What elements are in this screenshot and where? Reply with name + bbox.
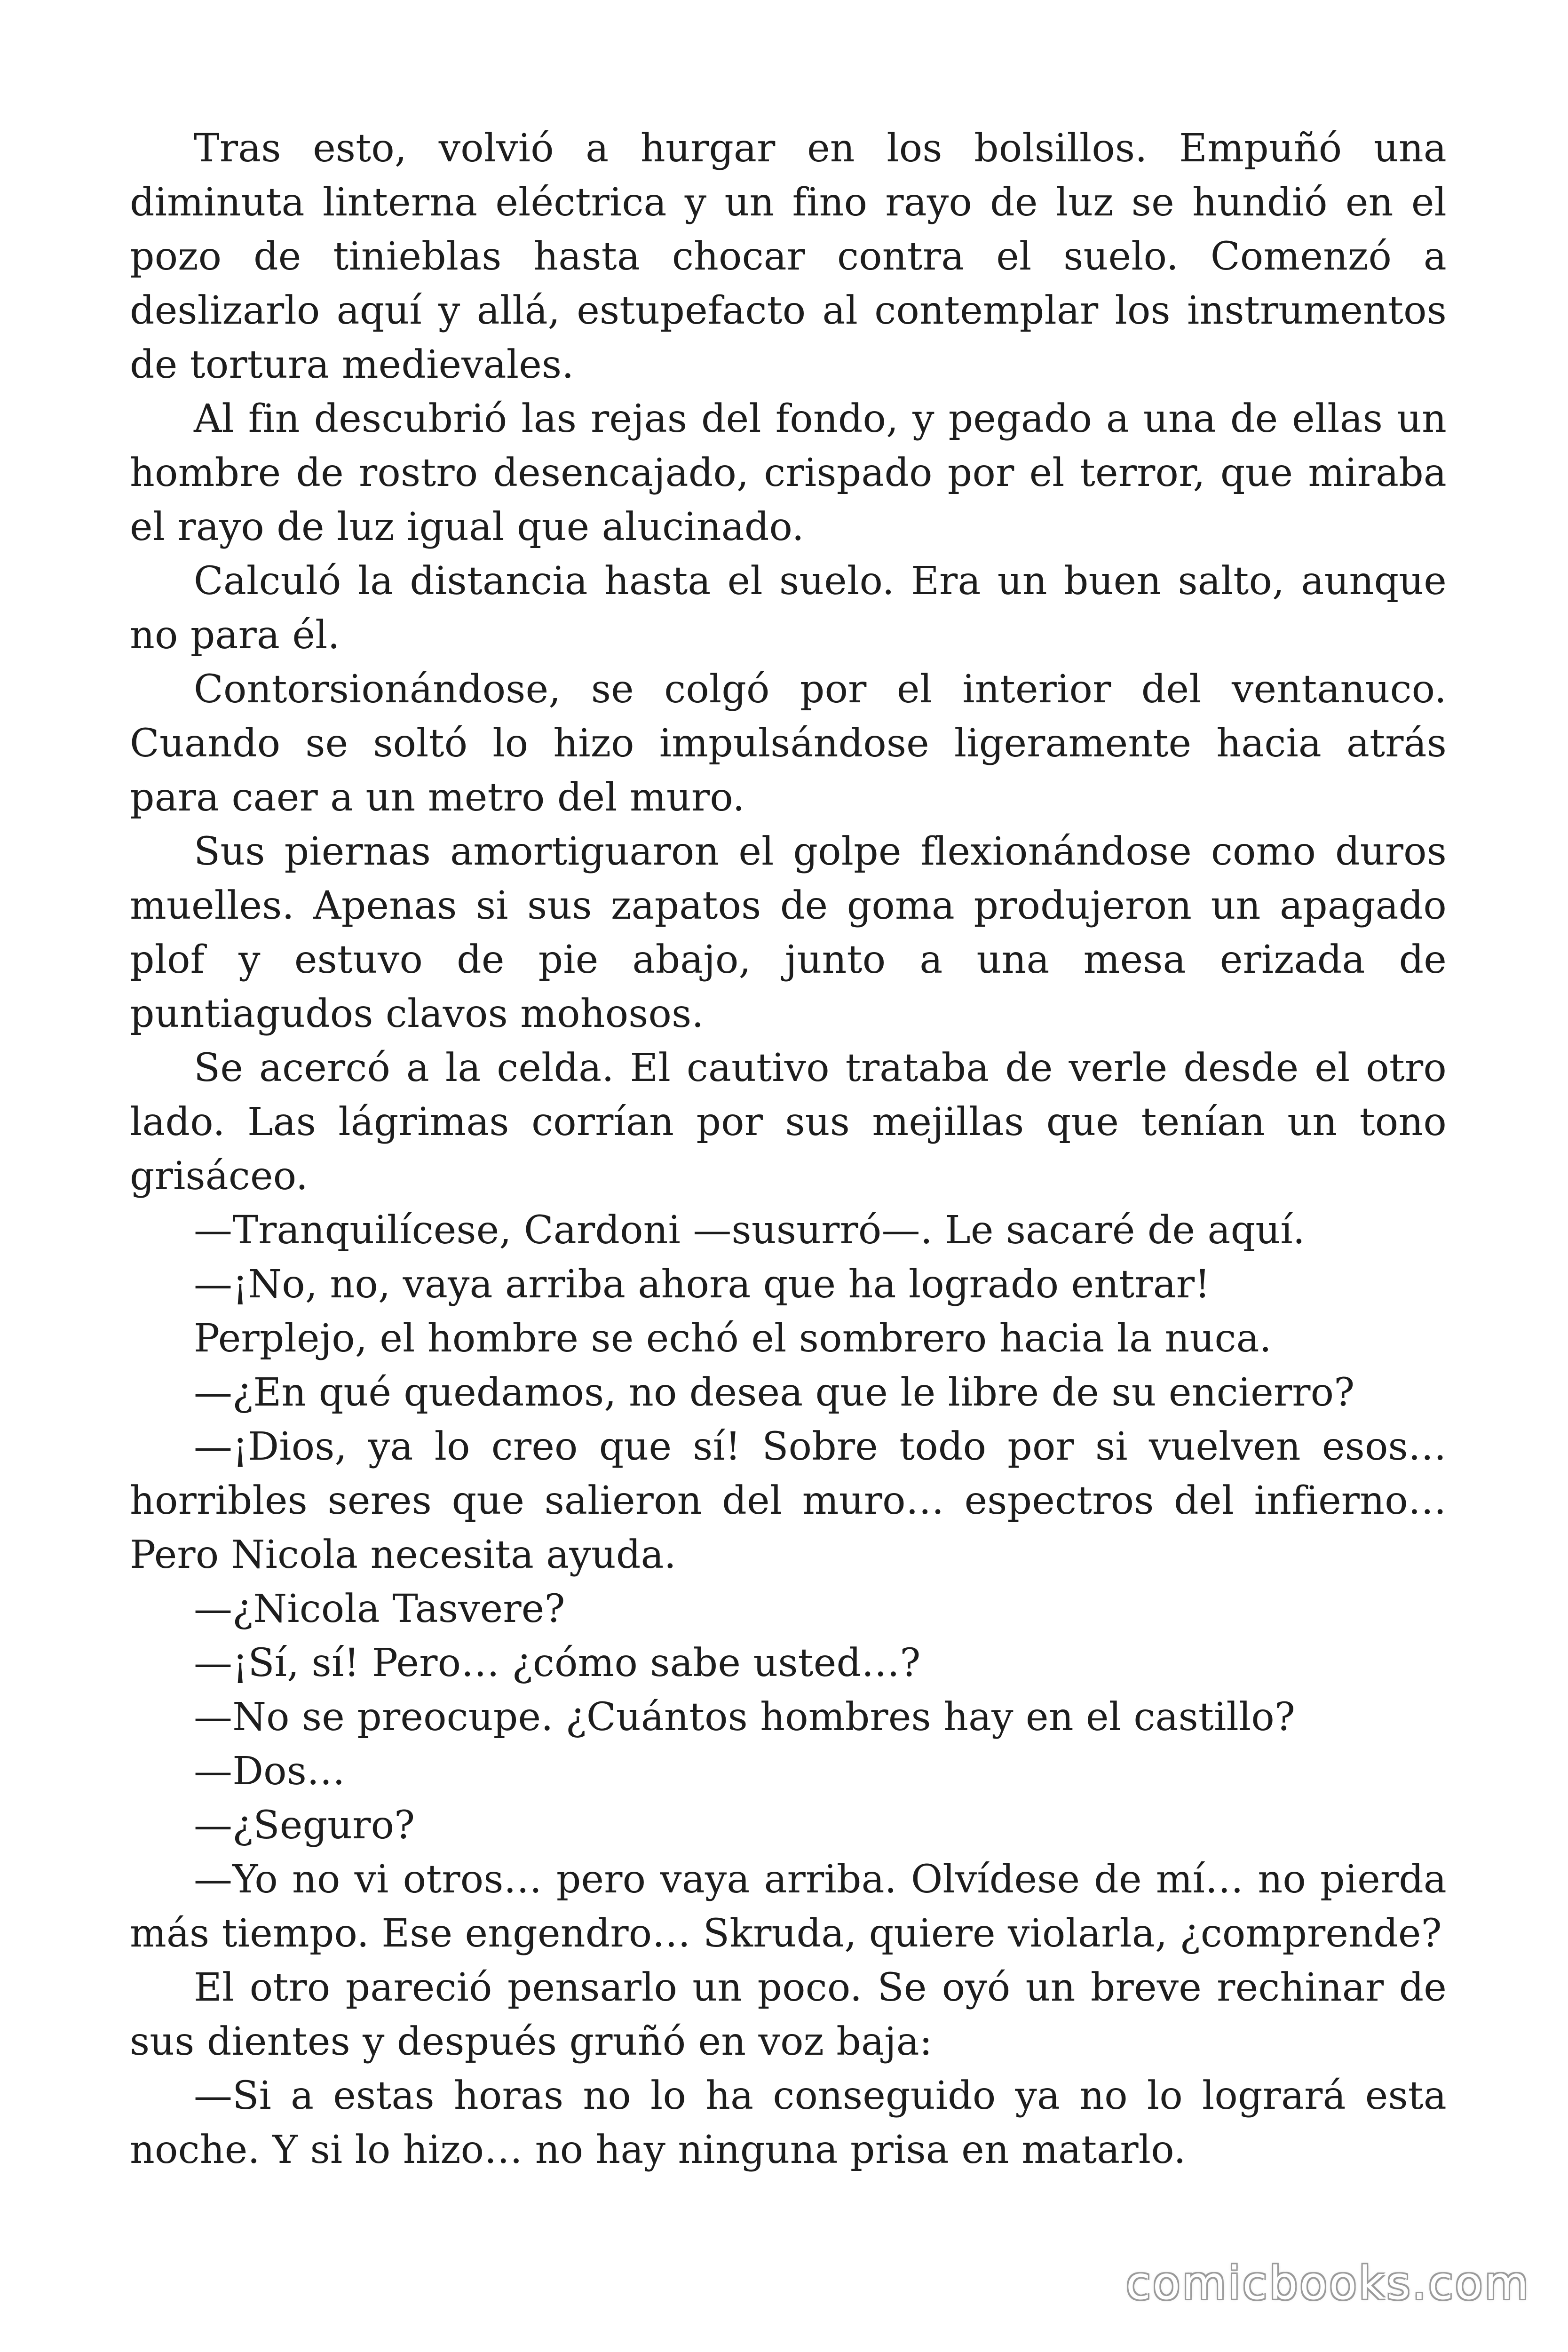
dialogue-line: —¡Sí, sí! Pero… ¿cómo sabe usted…? xyxy=(194,1641,921,1685)
dialogue-line: —Tranquilícese, Cardoni —susurró—. Le sacaré de aquí. xyxy=(194,1208,1306,1253)
dialogue-line: —Dos… xyxy=(194,1749,346,1794)
dialogue-line: —¿Seguro? xyxy=(194,1803,415,1848)
paragraph: Calculó la distancia hasta el suelo. Era un buen salto, aunque no para él. xyxy=(130,559,1447,658)
paragraph: Al fin descubrió las rejas del fondo, y pegado a una de ellas un hombre de rostro desencajado, crispado por el terror, que miraba el rayo de luz igual que alucinado. xyxy=(130,397,1447,549)
dialogue-line: —¿En qué quedamos, no desea que le libre de su encierro? xyxy=(194,1370,1355,1415)
book-page-text xyxy=(130,121,1447,2177)
paragraph: Contorsionándose, se colgó por el interior del ventanuco. Cuando se soltó lo hizo impulsándose ligeramente hacia atrás para caer a un metro del muro. xyxy=(130,667,1447,820)
dialogue-line: —Yo no vi otros… pero vaya arriba. Olvídese de mí… no pierda más tiempo. Ese engendro… Skruda, quiere violarla, ¿comprende? xyxy=(130,1857,1447,1956)
dialogue-line: —¡No, no, vaya arriba ahora que ha logrado entrar! xyxy=(194,1262,1211,1307)
watermark: comicbooks.com xyxy=(1125,2257,1530,2310)
paragraph: Perplejo, el hombre se echó el sombrero hacia la nuca. xyxy=(194,1316,1272,1361)
dialogue-line: —¡Dios, ya lo creo que sí! Sobre todo por si vuelven esos… horribles seres que salieron del muro… espectros del infierno… Pero Nicola necesita ayuda. xyxy=(130,1424,1447,1577)
paragraph: El otro pareció pensarlo un poco. Se oyó un breve rechinar de sus dientes y después gruñó en voz baja: xyxy=(130,1965,1447,2064)
dialogue-line: —¿Nicola Tasvere? xyxy=(194,1587,565,1631)
dialogue-line: —Si a estas horas no lo ha conseguido ya no lo logrará esta noche. Y si lo hizo… no hay ninguna prisa en matarlo. xyxy=(130,2074,1447,2172)
paragraph: Se acercó a la celda. El cautivo trataba de verle desde el otro lado. Las lágrimas corrían por sus mejillas que tenían un tono grisáceo. xyxy=(130,1046,1447,1199)
dialogue-line: —No se preocupe. ¿Cuántos hombres hay en el castillo? xyxy=(194,1695,1296,1740)
paragraph: Tras esto, volvió a hurgar en los bolsillos. Empuñó una diminuta linterna eléctrica y un fino rayo de luz se hundió en el pozo de tinieblas hasta chocar contra el suelo. Comenzó a deslizarlo aquí y allá, estupefacto al contemplar los instrumentos de tortura medievales. xyxy=(130,126,1447,387)
paragraph: Sus piernas amortiguaron el golpe flexionándose como duros muelles. Apenas si sus zapatos de goma produjeron un apagado plof y estuvo de pie abajo, junto a una mesa erizada de puntiagudos clavos mohosos. xyxy=(130,829,1447,1036)
